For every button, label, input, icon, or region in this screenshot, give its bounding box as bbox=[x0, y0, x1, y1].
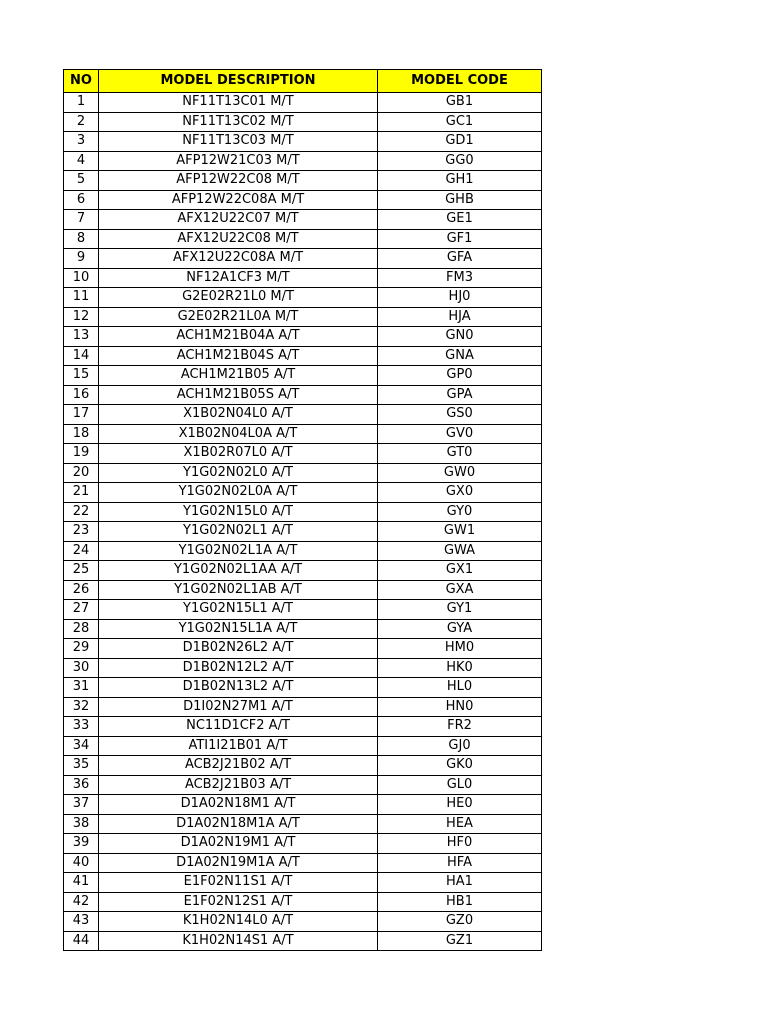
cell-no: 28 bbox=[64, 619, 99, 639]
cell-model-description: NF11T13C01 M/T bbox=[99, 93, 378, 113]
cell-model-code: GWA bbox=[378, 541, 542, 561]
table-row bbox=[64, 873, 542, 893]
cell-model-description: Y1G02N02L0A A/T bbox=[99, 483, 378, 503]
table-row bbox=[64, 502, 542, 522]
cell-no: 8 bbox=[64, 229, 99, 249]
table-row bbox=[64, 678, 542, 698]
cell-model-description: ACH1M21B05 A/T bbox=[99, 366, 378, 386]
cell-model-code: HE0 bbox=[378, 795, 542, 815]
cell-model-code: HEA bbox=[378, 814, 542, 834]
cell-no: 42 bbox=[64, 892, 99, 912]
cell-no: 20 bbox=[64, 463, 99, 483]
cell-no: 36 bbox=[64, 775, 99, 795]
cell-model-code: GC1 bbox=[378, 112, 542, 132]
cell-model-code: GK0 bbox=[378, 756, 542, 776]
cell-model-description: NC11D1CF2 A/T bbox=[99, 717, 378, 737]
table-row bbox=[64, 658, 542, 678]
cell-model-description: D1I02N27M1 A/T bbox=[99, 697, 378, 717]
cell-model-description: K1H02N14L0 A/T bbox=[99, 912, 378, 932]
table-row bbox=[64, 444, 542, 464]
table-row bbox=[64, 366, 542, 386]
table-row bbox=[64, 132, 542, 152]
cell-model-code: GE1 bbox=[378, 210, 542, 230]
table-row bbox=[64, 288, 542, 308]
cell-model-description: D1A02N18M1 A/T bbox=[99, 795, 378, 815]
cell-model-code: GY0 bbox=[378, 502, 542, 522]
cell-no: 27 bbox=[64, 600, 99, 620]
table-row bbox=[64, 210, 542, 230]
cell-model-description: ACB2J21B02 A/T bbox=[99, 756, 378, 776]
cell-model-description: G2E02R21L0 M/T bbox=[99, 288, 378, 308]
table-row bbox=[64, 736, 542, 756]
table-row bbox=[64, 619, 542, 639]
cell-no: 37 bbox=[64, 795, 99, 815]
cell-model-code: HM0 bbox=[378, 639, 542, 659]
table-row bbox=[64, 463, 542, 483]
model-code-table bbox=[63, 69, 542, 951]
header-model-description: MODEL DESCRIPTION bbox=[99, 70, 378, 93]
cell-model-code: GPA bbox=[378, 385, 542, 405]
table-row bbox=[64, 151, 542, 171]
table-row bbox=[64, 853, 542, 873]
cell-model-code: GY1 bbox=[378, 600, 542, 620]
cell-model-description: Y1G02N15L0 A/T bbox=[99, 502, 378, 522]
table-row bbox=[64, 892, 542, 912]
table-row bbox=[64, 424, 542, 444]
cell-no: 2 bbox=[64, 112, 99, 132]
cell-no: 25 bbox=[64, 561, 99, 581]
table-row bbox=[64, 346, 542, 366]
cell-model-code: GN0 bbox=[378, 327, 542, 347]
cell-model-description: X1B02R07L0 A/T bbox=[99, 444, 378, 464]
table-row bbox=[64, 112, 542, 132]
cell-model-description: Y1G02N02L1AA A/T bbox=[99, 561, 378, 581]
cell-no: 35 bbox=[64, 756, 99, 776]
cell-model-code: GXA bbox=[378, 580, 542, 600]
cell-no: 44 bbox=[64, 931, 99, 951]
cell-model-code: GX0 bbox=[378, 483, 542, 503]
header-no: NO bbox=[64, 70, 99, 93]
cell-no: 4 bbox=[64, 151, 99, 171]
table-row bbox=[64, 385, 542, 405]
table-row bbox=[64, 717, 542, 737]
table-row bbox=[64, 912, 542, 932]
cell-model-description: NF11T13C03 M/T bbox=[99, 132, 378, 152]
cell-model-description: AFX12U22C08 M/T bbox=[99, 229, 378, 249]
cell-no: 34 bbox=[64, 736, 99, 756]
cell-no: 33 bbox=[64, 717, 99, 737]
cell-model-description: D1B02N26L2 A/T bbox=[99, 639, 378, 659]
cell-no: 14 bbox=[64, 346, 99, 366]
table-row bbox=[64, 268, 542, 288]
table-row bbox=[64, 171, 542, 191]
cell-model-code: GT0 bbox=[378, 444, 542, 464]
cell-model-description: ACH1M21B04S A/T bbox=[99, 346, 378, 366]
cell-model-code: HB1 bbox=[378, 892, 542, 912]
cell-model-description: Y1G02N02L1AB A/T bbox=[99, 580, 378, 600]
table-row bbox=[64, 756, 542, 776]
cell-model-code: GB1 bbox=[378, 93, 542, 113]
table-row bbox=[64, 483, 542, 503]
cell-model-code: GYA bbox=[378, 619, 542, 639]
table-row bbox=[64, 931, 542, 951]
cell-model-description: ATI1I21B01 A/T bbox=[99, 736, 378, 756]
cell-model-code: FR2 bbox=[378, 717, 542, 737]
cell-no: 9 bbox=[64, 249, 99, 269]
cell-model-code: GFA bbox=[378, 249, 542, 269]
cell-model-description: D1B02N13L2 A/T bbox=[99, 678, 378, 698]
cell-no: 7 bbox=[64, 210, 99, 230]
table-row bbox=[64, 307, 542, 327]
table-body bbox=[64, 93, 542, 951]
cell-no: 16 bbox=[64, 385, 99, 405]
cell-model-code: GHB bbox=[378, 190, 542, 210]
cell-model-code: GW1 bbox=[378, 522, 542, 542]
table-row bbox=[64, 93, 542, 113]
table-row bbox=[64, 541, 542, 561]
cell-no: 13 bbox=[64, 327, 99, 347]
table-row bbox=[64, 639, 542, 659]
cell-no: 43 bbox=[64, 912, 99, 932]
cell-model-code: HK0 bbox=[378, 658, 542, 678]
cell-no: 40 bbox=[64, 853, 99, 873]
table-row bbox=[64, 229, 542, 249]
table-row bbox=[64, 405, 542, 425]
cell-model-code: GW0 bbox=[378, 463, 542, 483]
cell-no: 30 bbox=[64, 658, 99, 678]
table-row bbox=[64, 834, 542, 854]
cell-model-description: X1B02N04L0 A/T bbox=[99, 405, 378, 425]
cell-no: 39 bbox=[64, 834, 99, 854]
table-row bbox=[64, 522, 542, 542]
cell-no: 15 bbox=[64, 366, 99, 386]
cell-model-code: FM3 bbox=[378, 268, 542, 288]
cell-no: 29 bbox=[64, 639, 99, 659]
cell-no: 18 bbox=[64, 424, 99, 444]
table-row bbox=[64, 190, 542, 210]
cell-no: 31 bbox=[64, 678, 99, 698]
cell-model-description: E1F02N11S1 A/T bbox=[99, 873, 378, 893]
cell-model-code: GD1 bbox=[378, 132, 542, 152]
cell-model-description: ACH1M21B04A A/T bbox=[99, 327, 378, 347]
cell-model-code: GZ0 bbox=[378, 912, 542, 932]
cell-no: 1 bbox=[64, 93, 99, 113]
cell-model-code: HFA bbox=[378, 853, 542, 873]
cell-model-description: D1A02N19M1A A/T bbox=[99, 853, 378, 873]
cell-no: 10 bbox=[64, 268, 99, 288]
cell-no: 12 bbox=[64, 307, 99, 327]
cell-model-description: G2E02R21L0A M/T bbox=[99, 307, 378, 327]
cell-model-description: AFP12W21C03 M/T bbox=[99, 151, 378, 171]
cell-model-code: GV0 bbox=[378, 424, 542, 444]
cell-no: 24 bbox=[64, 541, 99, 561]
cell-no: 11 bbox=[64, 288, 99, 308]
cell-model-description: ACH1M21B05S A/T bbox=[99, 385, 378, 405]
cell-model-code: HN0 bbox=[378, 697, 542, 717]
cell-model-description: D1B02N12L2 A/T bbox=[99, 658, 378, 678]
cell-model-code: GF1 bbox=[378, 229, 542, 249]
table-row bbox=[64, 795, 542, 815]
cell-model-description: AFP12W22C08 M/T bbox=[99, 171, 378, 191]
cell-model-description: NF12A1CF3 M/T bbox=[99, 268, 378, 288]
cell-model-code: GH1 bbox=[378, 171, 542, 191]
table-row bbox=[64, 600, 542, 620]
cell-no: 17 bbox=[64, 405, 99, 425]
table-row bbox=[64, 249, 542, 269]
cell-no: 5 bbox=[64, 171, 99, 191]
cell-model-code: GS0 bbox=[378, 405, 542, 425]
cell-no: 38 bbox=[64, 814, 99, 834]
cell-model-code: GP0 bbox=[378, 366, 542, 386]
cell-no: 22 bbox=[64, 502, 99, 522]
cell-model-description: AFX12U22C07 M/T bbox=[99, 210, 378, 230]
table-header-row bbox=[64, 70, 542, 93]
cell-model-description: Y1G02N02L0 A/T bbox=[99, 463, 378, 483]
table-row bbox=[64, 814, 542, 834]
table-row bbox=[64, 561, 542, 581]
cell-model-code: HF0 bbox=[378, 834, 542, 854]
table-row bbox=[64, 775, 542, 795]
model-code-sheet bbox=[63, 69, 542, 951]
cell-model-description: E1F02N12S1 A/T bbox=[99, 892, 378, 912]
table-row bbox=[64, 327, 542, 347]
cell-model-code: GJ0 bbox=[378, 736, 542, 756]
header-model-code: MODEL CODE bbox=[378, 70, 542, 93]
cell-no: 21 bbox=[64, 483, 99, 503]
cell-model-description: AFP12W22C08A M/T bbox=[99, 190, 378, 210]
cell-model-code: HJA bbox=[378, 307, 542, 327]
cell-no: 41 bbox=[64, 873, 99, 893]
cell-no: 19 bbox=[64, 444, 99, 464]
cell-model-code: GNA bbox=[378, 346, 542, 366]
cell-model-description: X1B02N04L0A A/T bbox=[99, 424, 378, 444]
cell-model-description: Y1G02N02L1 A/T bbox=[99, 522, 378, 542]
cell-no: 32 bbox=[64, 697, 99, 717]
cell-model-description: D1A02N18M1A A/T bbox=[99, 814, 378, 834]
cell-model-description: ACB2J21B03 A/T bbox=[99, 775, 378, 795]
table-row bbox=[64, 580, 542, 600]
cell-model-description: AFX12U22C08A M/T bbox=[99, 249, 378, 269]
cell-model-code: GZ1 bbox=[378, 931, 542, 951]
cell-model-description: Y1G02N15L1A A/T bbox=[99, 619, 378, 639]
cell-model-code: GX1 bbox=[378, 561, 542, 581]
cell-model-code: GL0 bbox=[378, 775, 542, 795]
cell-model-description: Y1G02N15L1 A/T bbox=[99, 600, 378, 620]
cell-model-code: HA1 bbox=[378, 873, 542, 893]
cell-model-code: GG0 bbox=[378, 151, 542, 171]
cell-model-description: NF11T13C02 M/T bbox=[99, 112, 378, 132]
cell-model-code: HL0 bbox=[378, 678, 542, 698]
cell-no: 26 bbox=[64, 580, 99, 600]
cell-model-description: D1A02N19M1 A/T bbox=[99, 834, 378, 854]
cell-no: 23 bbox=[64, 522, 99, 542]
cell-model-description: Y1G02N02L1A A/T bbox=[99, 541, 378, 561]
cell-model-code: HJ0 bbox=[378, 288, 542, 308]
cell-no: 6 bbox=[64, 190, 99, 210]
cell-no: 3 bbox=[64, 132, 99, 152]
table-row bbox=[64, 697, 542, 717]
cell-model-description: K1H02N14S1 A/T bbox=[99, 931, 378, 951]
